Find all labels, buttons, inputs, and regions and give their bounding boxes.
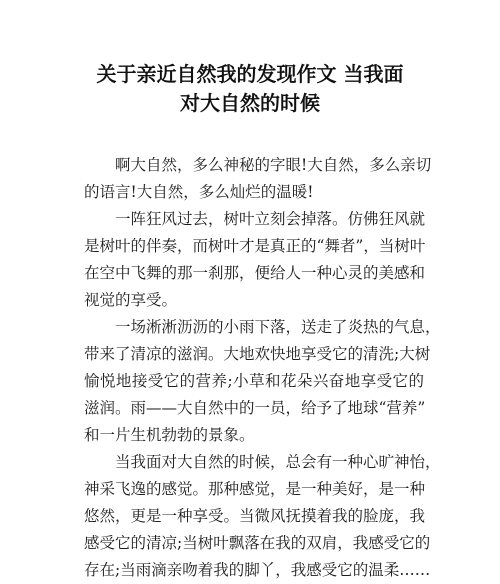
paragraph-line: 感受它的清凉;当树叶飘落在我的双肩，我感受它的 [84, 534, 431, 552]
title-line-2: 对大自然的时候 [180, 91, 320, 115]
paragraph-line: 滋润。雨——大自然中的一员，给予了地球“营养” [84, 399, 426, 417]
paragraph-3 [84, 314, 441, 449]
paragraph-line: 存在;当雨滴亲吻着我的脚丫，我感受它的温柔…… [84, 561, 431, 579]
paragraph-line: 悠然，更是一种享受。当微风抚摸着我的脸庞，我 [84, 507, 426, 525]
paragraph-line: 一阵狂风过去，树叶立刻会掉落。仿佛狂风就 [84, 210, 426, 228]
paragraph-line: 神采飞逸的感觉。那种感觉，是一种美好，是一种 [84, 480, 426, 498]
paragraph-line: 在空中飞舞的那一刹那，便给人一种心灵的美感和 [84, 264, 426, 282]
paragraph-line: 愉悦地接受它的营养;小草和花朵兴奋地享受它的 [84, 372, 424, 390]
paragraph-line: 是树叶的伴奏，而树叶才是真正的“舞者”，当树叶 [84, 237, 426, 255]
paragraph-line: 带来了清凉的滋润。大地欢快地享受它的清洗;大树 [84, 345, 431, 363]
paragraph-line: 啊大自然，多么神秘的字眼!大自然，多么亲切 [84, 156, 432, 174]
paragraph-1 [84, 152, 432, 206]
paragraph-line: 的语言!大自然，多么灿烂的温暖! [84, 183, 314, 201]
paragraph-line: 一场淅淅沥沥的小雨下落，送走了炎热的气息， [84, 318, 441, 336]
paragraph-line: 和一片生机勃勃的景象。 [84, 426, 255, 444]
paragraph-2 [84, 206, 424, 314]
paragraph-line: 当我面对大自然的时候，总会有一种心旷神怡， [84, 453, 441, 471]
paragraph-4 [84, 449, 441, 584]
document-title [0, 60, 500, 118]
paragraph-line: 视觉的享受。 [84, 291, 178, 309]
title-line-1: 关于亲近自然我的发现作文 当我面 [96, 62, 404, 86]
document-body [84, 152, 441, 584]
